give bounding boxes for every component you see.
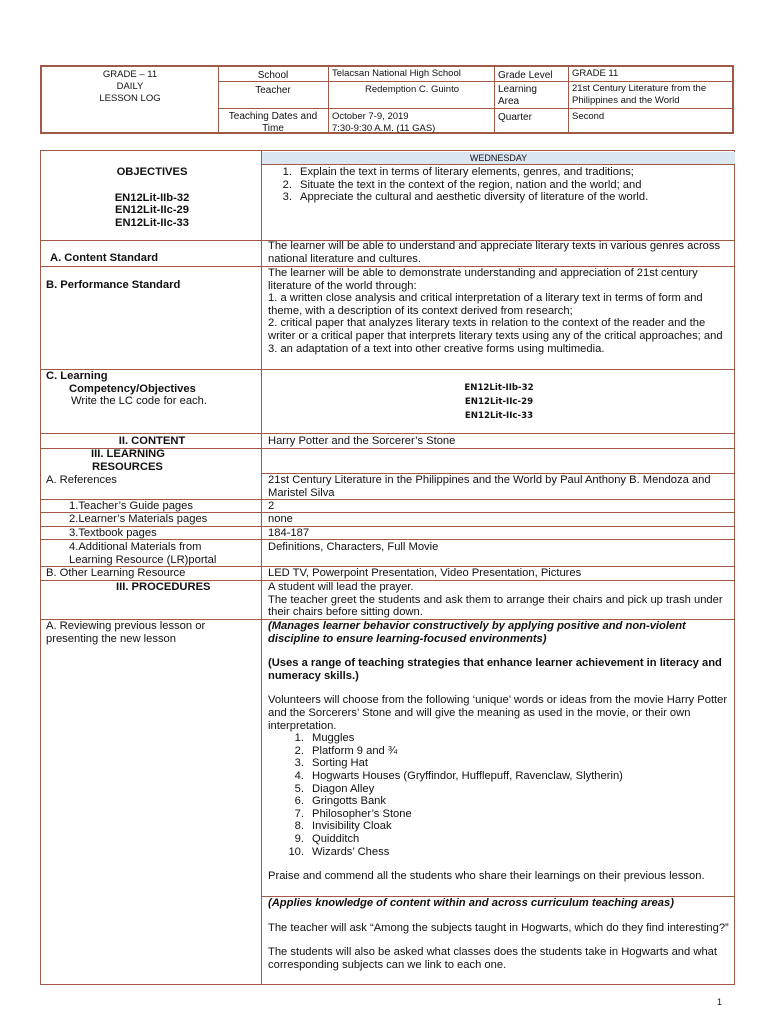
learning-area-value: 21st Century Literature from the Philippines and the World: [572, 83, 707, 106]
lesson-log-title: [42, 69, 218, 105]
competency-label-line: Competency/Objectives: [69, 382, 196, 395]
list-item: 7. Philosopher’s Stone: [294, 807, 412, 820]
resources-label-line: RESOURCES: [92, 460, 163, 473]
references-value: 21st Century Literature in the Philippines and the World by Paul Anthony B. Mendoza and Maristel Silva: [268, 474, 711, 499]
next-content: [268, 897, 730, 971]
objective-code: EN12Lit-IIb-32: [114, 191, 190, 204]
objectives-label-block: [46, 166, 258, 229]
date-text: October 7-9, 2019: [332, 111, 409, 122]
competency-label-line: C. Learning: [46, 370, 108, 382]
teachers-guide-label: 1.Teacher’s Guide pages: [69, 500, 193, 512]
review-label: A. Reviewing previous lesson or presenting the new lesson: [46, 620, 206, 645]
textbook-value: 184-187: [268, 527, 310, 539]
competency-note: (Applies knowledge of content within and across curriculum teaching areas): [268, 897, 674, 909]
list-item: 2. Situate the text in the context of the region, nation and the world; and: [282, 178, 642, 191]
divider: [218, 67, 219, 132]
competency-label: [46, 370, 258, 408]
quarter-value: Second: [572, 111, 605, 122]
paragraph: The learner will be able to demonstrate understanding and appreciation of 21st century literature of the world through:: [268, 267, 698, 292]
paragraph: The students will also be asked what classes does the students take in Hogwarts and what corresponding subjects can we link to each one.: [268, 946, 717, 971]
performance-standard-label: B. Performance Standard: [46, 279, 181, 291]
paragraph: Volunteers will choose from the following ‘unique’ words or ideas from the movie Harry Potter and the Sorcerers’ Stone and will give the meaning as used in the movie, or their own interpretation.: [268, 694, 728, 732]
divider: [568, 67, 569, 132]
list-item: 3. Sorting Hat: [294, 757, 368, 770]
objective-code: EN12Lit-IIc-33: [115, 216, 189, 229]
teacher-label: Teacher: [255, 85, 291, 96]
learners-materials-label: 2.Learner’s Materials pages: [69, 513, 208, 525]
other-resources-value: LED TV, Powerpoint Presentation, Video Presentation, Pictures: [268, 567, 582, 579]
list-item: 4. Hogwarts Houses (Gryffindor, Hufflepuff, Ravenclaw, Slytherin): [294, 769, 623, 782]
quarter-label: Quarter: [498, 112, 532, 123]
objectives-list: [268, 166, 730, 204]
performance-standard-text: [268, 267, 730, 355]
paragraph: The teacher will ask “Among the subjects taught in Hogwarts, which do they find interesting?”: [268, 921, 729, 934]
divider: [494, 67, 495, 132]
lc-code: EN12Lit-IIb-32: [464, 383, 534, 393]
procedures-intro: [268, 581, 730, 619]
list-item: 10. Wizards’ Chess: [288, 845, 390, 858]
competency-note: (Manages learner behavior constructively by applying positive and non-violent discipline to ensure learning-focused environments): [268, 620, 686, 645]
content-standard-text: The learner will be able to understand and appreciate literary texts in various genres across national literature and cultures.: [268, 240, 721, 265]
lc-code: EN12Lit-IIc-33: [464, 411, 534, 421]
divider: [328, 67, 329, 132]
grade-level-label: Grade Level: [498, 70, 553, 81]
daily-text: DAILY: [116, 81, 144, 92]
additional-materials-label: [69, 541, 259, 566]
header-table: [40, 65, 734, 134]
paragraph: 3. an adaptation of a text into other creative forms using multimedia.: [268, 342, 605, 355]
list-item: 2. Platform 9 and ¾: [294, 744, 398, 757]
list-item: 8. Invisibility Cloak: [294, 820, 392, 833]
label-line: Learning Resource (LR)portal: [69, 553, 217, 566]
paragraph: 2. critical paper that analyzes literary texts in relation to the context of the reader and the writer or a critical paper that interprets literary texts using any of the critical approaches; and: [268, 317, 723, 342]
divider: [261, 164, 734, 165]
time-text: 7:30-9:30 A.M. (11 GAS): [332, 123, 436, 134]
divider: [41, 433, 734, 434]
references-label: A. References: [46, 474, 117, 486]
divider: [261, 151, 262, 984]
teaching-dates-label: Teaching Dates and Time: [228, 111, 318, 134]
paragraph: A student will lead the prayer.: [268, 581, 414, 593]
lesson-log-text: LESSON LOG: [99, 93, 161, 104]
list-item: 3. Appreciate the cultural and aesthetic diversity of literature of the world.: [282, 191, 649, 204]
competency-note: (Uses a range of teaching strategies that enhance learner achievement in literacy and numeracy skills.): [268, 657, 722, 682]
grade-text: GRADE – 11: [102, 69, 158, 80]
school-label: School: [257, 70, 289, 81]
review-items: [268, 732, 730, 858]
grade-level-value: GRADE 11: [572, 68, 619, 79]
school-value: Telacsan National High School: [332, 68, 461, 79]
list-item: 5. Diagon Alley: [294, 782, 375, 795]
competency-codes: [268, 381, 730, 423]
textbook-label: 3.Textbook pages: [69, 527, 157, 539]
day-header: WEDNESDAY: [262, 152, 735, 164]
list-item: 1. Muggles: [294, 732, 355, 745]
content-standard-label: A. Content Standard: [50, 252, 159, 264]
lc-code: EN12Lit-IIc-29: [464, 397, 534, 407]
resources-label-line: III. LEARNING: [91, 448, 165, 460]
list-item: 1. Explain the text in terms of literary elements, genres, and traditions;: [282, 166, 634, 178]
resources-label: [91, 448, 231, 473]
additional-materials-value: Definitions, Characters, Full Movie: [268, 541, 439, 553]
page-number: 1: [716, 997, 722, 1007]
content-value: Harry Potter and the Sorcerer’s Stone: [268, 435, 456, 447]
objectives-label: OBJECTIVES: [116, 166, 188, 178]
list-item: 9. Quidditch: [294, 832, 360, 845]
divider: [218, 108, 732, 109]
teachers-guide-value: 2: [268, 500, 275, 512]
lesson-table: [40, 150, 735, 985]
objective-code: EN12Lit-IIc-29: [115, 204, 189, 217]
teaching-dates-value: [332, 111, 492, 135]
competency-note: Write the LC code for each.: [71, 395, 207, 408]
content-label: II. CONTENT: [118, 435, 186, 447]
other-resources-label: B. Other Learning Resource: [46, 567, 186, 579]
review-content: [268, 620, 730, 883]
learners-materials-value: none: [268, 513, 293, 525]
learning-area-label: Learning Area: [498, 84, 537, 107]
paragraph: Praise and commend all the students who share their learnings on their previous lesson.: [268, 870, 705, 883]
procedures-label: III. PROCEDURES: [116, 581, 211, 593]
paragraph: 1. a written close analysis and critical interpretation of a literary text in terms of form and theme, with a description of its context derived from research;: [268, 292, 703, 317]
label-line: 4.Additional Materials from: [69, 541, 202, 553]
list-item: 6. Gringotts Bank: [294, 795, 386, 808]
paragraph: The teacher greet the students and ask them to arrange their chairs and pick up trash under their chairs before sitting down.: [268, 593, 723, 619]
teacher-value: Redemption C. Guinto: [365, 84, 459, 95]
